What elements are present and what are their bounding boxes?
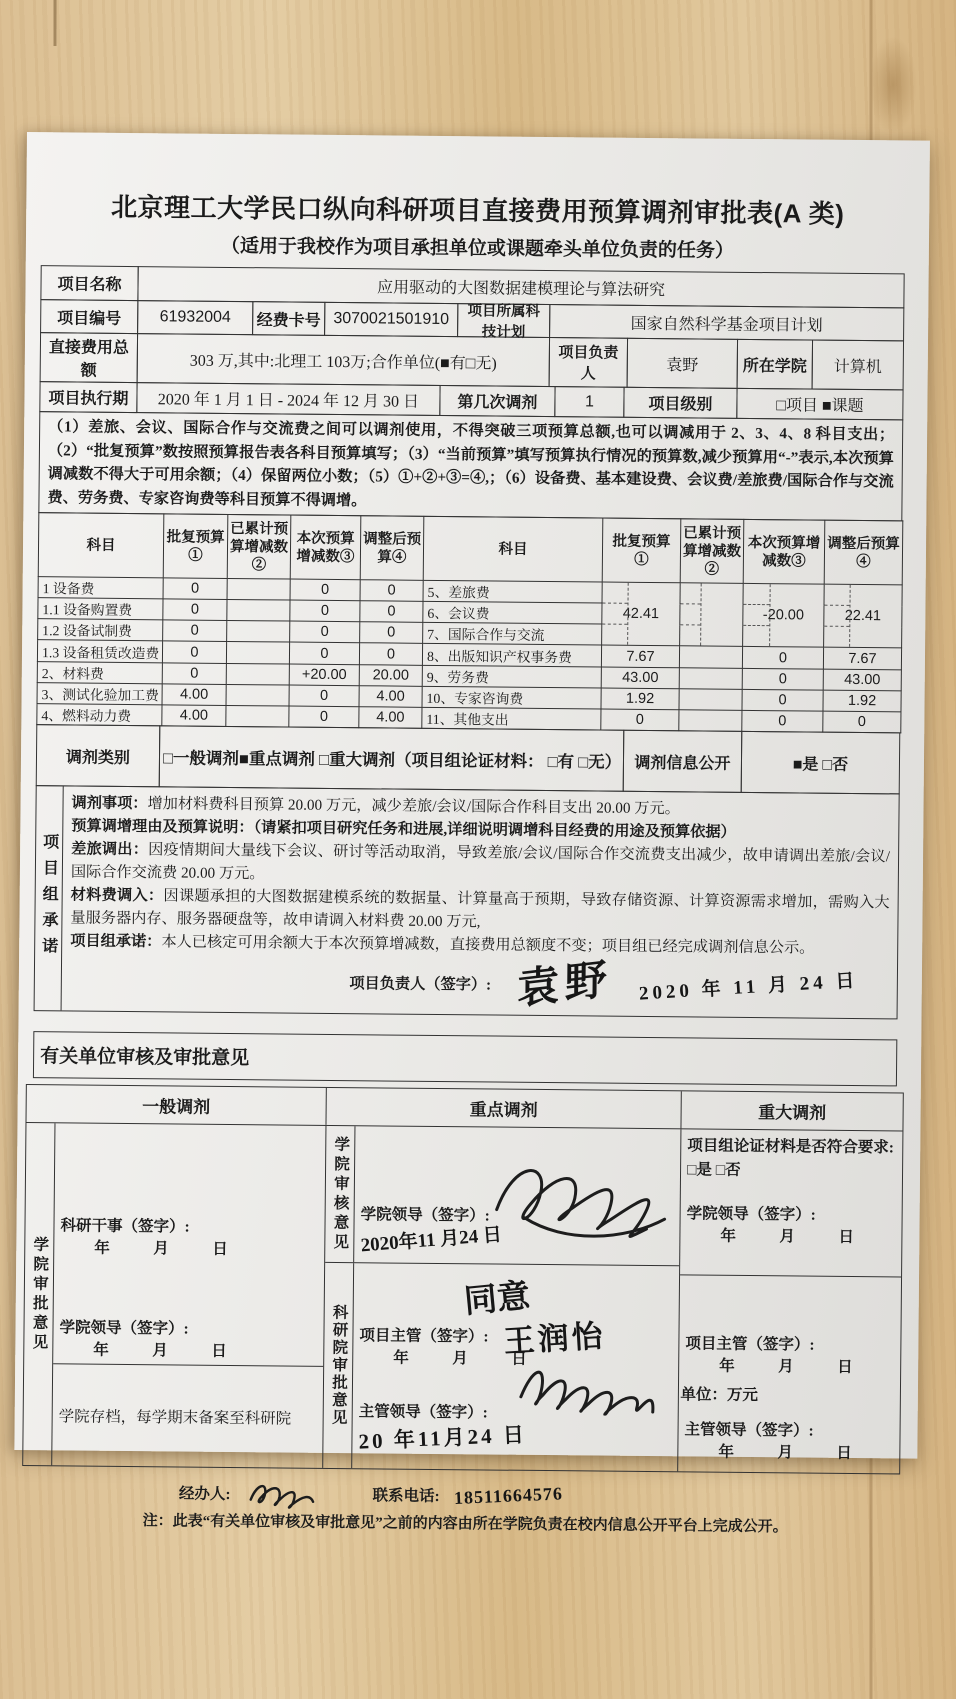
cell: 1.92 [823,690,901,712]
college-approval-side-label [23,1123,55,1465]
cell: 0 [289,685,359,707]
archive-note-cell [52,1364,323,1468]
cell: 43.00 [601,667,679,689]
merged-adjusted-value: 22.41 [844,607,882,625]
project-no-value: 61932004 [137,300,253,335]
col-general-adjust: 一般调剂 [26,1085,326,1125]
major-top-cell [680,1129,902,1277]
cell [679,710,742,732]
col-subject-right: 科目 [423,516,603,582]
level-value: □项目 ■课题 [736,388,903,421]
approval-body [23,1123,902,1473]
college-review-cell [354,1126,680,1265]
cell [226,705,289,727]
subject-labor: 9、劳务费 [422,665,601,688]
cell: +20.00 [289,664,359,686]
col-accumulated-left: 已累计预算增减数 ② [227,514,291,579]
subject-equipment: 1 设备费 [38,577,163,599]
program-label: 项目所属科技计划 [457,303,550,338]
supervisor-leader-sign-label-major: 主管领导（签字）: [684,1421,814,1440]
project-name-value: 应用驱动的大图数据建模理论与算法研究 [137,266,904,308]
handler-label: 经办人: [178,1485,231,1504]
subject-intl-coop: 7、国际合作与交流 [423,622,602,645]
cell: 4.00 [359,686,422,708]
material-in-label: 材料费调入： [70,886,164,905]
college-review-side-label [325,1126,355,1262]
adjust-info-public-label: 调剂信息公开 [623,730,743,793]
col-current-left: 本次预算增减数③ [290,515,361,580]
merged-current-value: -20.00 [762,607,805,624]
cell: 4.00 [162,684,226,706]
college-review-area [325,1126,680,1266]
cell: 4.00 [359,707,422,729]
budget-table [36,512,903,733]
project-manager-date-blank-key: 年 月 日 [393,1349,541,1368]
cell: 0 [290,621,360,643]
cell [226,684,289,706]
form-title: 北京理工大学民口纵向科研项目直接费用预算调剂审批表(A 类) [110,191,845,229]
cell [679,646,742,669]
cell: 0 [742,710,823,732]
footer-note: 注：此表“有关单位审核及审批意见”之前的内容由所在学院负责在校内信息公开平台上完成公开。 [142,1513,788,1536]
merged-current [743,583,825,647]
col-current-right: 本次预算增减数③ [743,519,825,584]
pi-label: 项目负责人 [549,337,628,388]
cell [227,578,290,600]
commitment-text: 本人已核定可用余额大于本次预算增减数，直接费用总额度不变；项目组已经完成调剂信息公示。 [161,933,815,957]
form-paper [14,132,930,1536]
evidence-yes-no-checkboxes: □是 □否 [686,1161,741,1179]
college-approval-side-text: 学院审批意见 [30,1235,49,1353]
adjust-matter-text: 增加材料费科目预算 20.00 万元，减少差旅/会议/国际合作科目支出 20.00 万元。 [147,795,680,818]
cell: 0 [290,579,360,601]
col-subject-left: 科目 [38,513,164,578]
handler-signature-scribble [244,1477,318,1510]
form-notes: （1）差旅、会议、国际合作与交流费之间可以调剂使用，不得突破三项预算总额,也可以调减用于 2、3、4、8 科目支出；（2）“批复预算”数按照预算报告表各科目预算填写；（3）“当前预算”填写预算执行情况的预算数,减少预算用“-”表示,本次预算调减数不得大于可用余额；（4）保留两位小数；（5）①+②+③=④,；（6）设备费、基本建设费、会议费/差旅费/国际合作与交流费、劳务费、专家咨询费等科目预算不得调增。 [38,411,903,521]
research-institute-cell [352,1263,679,1471]
key-adjust-column [323,1126,681,1471]
evidence-question-text: 项目组论证材料是否符合要求: [687,1137,895,1157]
pi-signature-handwritten: 袁野 [517,956,614,1014]
commitment-label: 项目组承诺： [70,932,162,951]
college-leader-date-blank-major: 年 月 日 [720,1227,869,1247]
form-subtitle: （适用于我校作为项目承担单位或课题牵头单位负责的任务） [220,235,734,262]
project-name-label: 项目名称 [40,265,138,301]
major-bottom-cell [678,1275,901,1473]
college-approval-cells [52,1123,325,1468]
level-label: 项目级别 [623,387,737,419]
col-major-adjust: 重大调剂 [758,1103,827,1123]
commitment-side-label-text: 项目组承诺 [39,833,58,964]
subject-fuel: 4、燃料动力费 [37,704,162,726]
major-adjust-column [678,1129,902,1473]
fund-card-value: 3070021501910 [324,302,458,337]
project-no-label: 项目编号 [40,299,138,334]
cell: 20.00 [359,665,422,687]
cell: 7.67 [823,647,901,670]
project-manager-extra-scribble [513,1351,664,1416]
cell [227,620,290,642]
research-clerk-date-blank: 年 月 日 [94,1239,242,1259]
school-value: 计算机 [812,340,904,391]
project-manager-signature-handwritten: 王润怡 [502,1318,607,1360]
college-approval-area [23,1123,325,1468]
col-approved-right: 批复预算 ① [602,518,681,583]
college-leader-date-handwritten: 2020年11 月24 日 [359,1224,503,1257]
subject-equipment-purchase: 1.1 设备购置费 [38,598,163,620]
cell: 7.67 [601,645,679,668]
period-label: 项目执行期 [39,381,137,413]
phone-handwritten: 18511664576 [453,1482,564,1508]
cell: 0 [163,620,227,642]
research-institute-side-text: 科研院审批意见 [329,1304,348,1427]
project-manager-date-blank-major: 年 月 日 [719,1357,867,1377]
col-adjusted-left: 调整后预算④ [360,516,424,581]
material-in-paragraph [70,883,889,937]
research-institute-side-label [323,1263,354,1468]
supervisor-leader-date-handwritten: 20 年11月24 日 [358,1422,528,1454]
col-key-adjust: 重点调剂 [326,1088,681,1128]
adjust-category-label: 调剂类别 [36,724,161,787]
times-label: 第几次调剂 [439,385,555,417]
travel-out-text: 因疫情期间大量线下会议、研讨等活动取消，导致差旅/会议/国际合作交流费支出减少，故申请调出差旅/会议/国际合作交流费 20.00 万元。 [70,841,891,883]
cell [679,689,742,711]
adjust-matter-label: 调剂事项： [71,794,148,813]
cell: 0 [742,689,823,711]
research-clerk-sign-label: 科研干事（签字）: [60,1217,190,1236]
subject-consulting: 10、专家咨询费 [422,686,601,709]
commitment-body [62,786,899,1018]
archive-note-text: 学院存档，每学期末备案至科研院 [58,1407,292,1428]
unit-note: 单位：万元 [680,1386,758,1405]
col-accumulated-right: 已累计预算增减数 ② [680,519,744,584]
cell: 0 [601,709,679,731]
program-value: 国家自然科学基金项目计划 [549,304,904,341]
cell: 0 [823,711,901,733]
form-footer [14,1476,917,1538]
college-leader-sign-label-key: 学院领导（签字）: [360,1206,490,1225]
general-main-cell [53,1123,325,1367]
adjust-info-public-value: ■是 □否 [741,731,901,795]
cell: 0 [360,580,423,602]
adjust-category-options: □一般调剂■重点调剂 □重大调剂（项目组论证材料： □有 □无） [159,725,625,791]
total-value: 303 万,其中:北理工 103万;合作单位(■有□无) [137,333,550,387]
reason-heading: 预算调增理由及预算说明：（请紧扣项目研究任务和进展,详细说明调增科目经费的用途及预算依据） [71,817,736,841]
subject-other: 11、其他支出 [422,707,601,730]
cell [226,641,289,664]
cell: 0 [289,642,359,665]
travel-out-paragraph [71,837,890,891]
period-value: 2020 年 1 月 1 日 - 2024 年 12 月 30 日 [136,382,440,416]
budget-header-row [38,513,903,585]
merged-adjusted [824,584,903,648]
material-in-text: 因课题承担的大图数据建模系统的数据量、计算量高于预期，导致存储资源、计算资源需求增加，需购入大量服务器内存、服务器硬盘等，故申请调入材料费 20.00 万元, [70,887,890,931]
commitment-block [34,785,900,1019]
college-leader-sign-label-major: 学院领导（签字）: [686,1205,816,1224]
cell: 43.00 [823,669,901,691]
cell: 0 [163,578,227,600]
cell: 0 [360,601,423,623]
pi-signature-row [70,952,889,1016]
col-adjusted-right: 调整后预算④ [824,520,903,585]
merged-approved [602,582,681,646]
col-approved-left: 批复预算 ① [163,514,228,579]
project-manager-sign-label-major: 项目主管（签字）: [685,1335,815,1354]
subject-travel: 5、差旅费 [423,580,602,603]
cell [226,663,289,685]
subject-materials: 2、材料费 [37,662,162,684]
pi-sign-label: 项目负责人（签字）: [349,974,492,993]
school-label: 所在学院 [737,339,813,390]
subject-publication: 8、出版知识产权事务费 [422,643,601,667]
cell: 0 [360,622,423,644]
merged-approved-value: 42.41 [622,605,660,623]
fund-card-label: 经费卡号 [252,301,325,336]
project-manager-sign-label-key: 项目主管（签字）: [359,1327,489,1346]
cell: 0 [163,599,227,621]
general-adjust-column [23,1123,326,1468]
times-value: 1 [554,386,624,418]
supervisor-leader-date-blank-major: 年 月 日 [718,1443,866,1463]
college-leader-sign-label-general: 学院领导（签字）: [59,1319,189,1338]
project-info-table [39,265,904,420]
subject-equipment-trial: 1.2 设备试制费 [38,619,163,641]
cell: 0 [742,668,823,690]
agree-handwritten: 同意 [462,1278,532,1321]
cell: 0 [290,600,360,622]
cell [227,599,290,621]
adjust-category-row [36,724,901,794]
approval-section-title: 有关单位审核及审批意见 [33,1031,897,1086]
approval-table [22,1084,904,1474]
college-review-side-text: 学院审核意见 [331,1135,350,1253]
subject-equipment-lease: 1.3 设备租赁改造费 [37,640,162,663]
cell: 0 [289,706,359,728]
college-leader-date-blank-general: 年 月 日 [93,1341,241,1361]
cell: 0 [359,643,422,666]
cell [679,668,742,690]
total-label: 直接费用总额 [40,332,138,383]
college-leader-signature-scribble [484,1147,675,1244]
phone-label: 联系电话: [372,1487,440,1506]
merged-accumulated [680,583,744,647]
research-institute-approval-area [323,1263,679,1471]
cell: 1.92 [601,688,679,710]
pi-sign-date-handwritten: 2020 年 11 月 24 日 [638,969,860,1005]
subject-testing: 3、测试化验加工费 [37,683,162,705]
cell: 0 [162,663,226,685]
commitment-side-label [35,786,64,1010]
cell: 4.00 [162,705,226,727]
supervisor-leader-sign-label-key: 主管领导（签字）: [358,1403,488,1422]
cell: 0 [742,646,823,669]
cell: 0 [162,641,226,664]
pi-value: 袁野 [627,338,738,389]
subject-meeting: 6、会议费 [423,601,602,624]
travel-out-label: 差旅调出： [71,840,149,859]
